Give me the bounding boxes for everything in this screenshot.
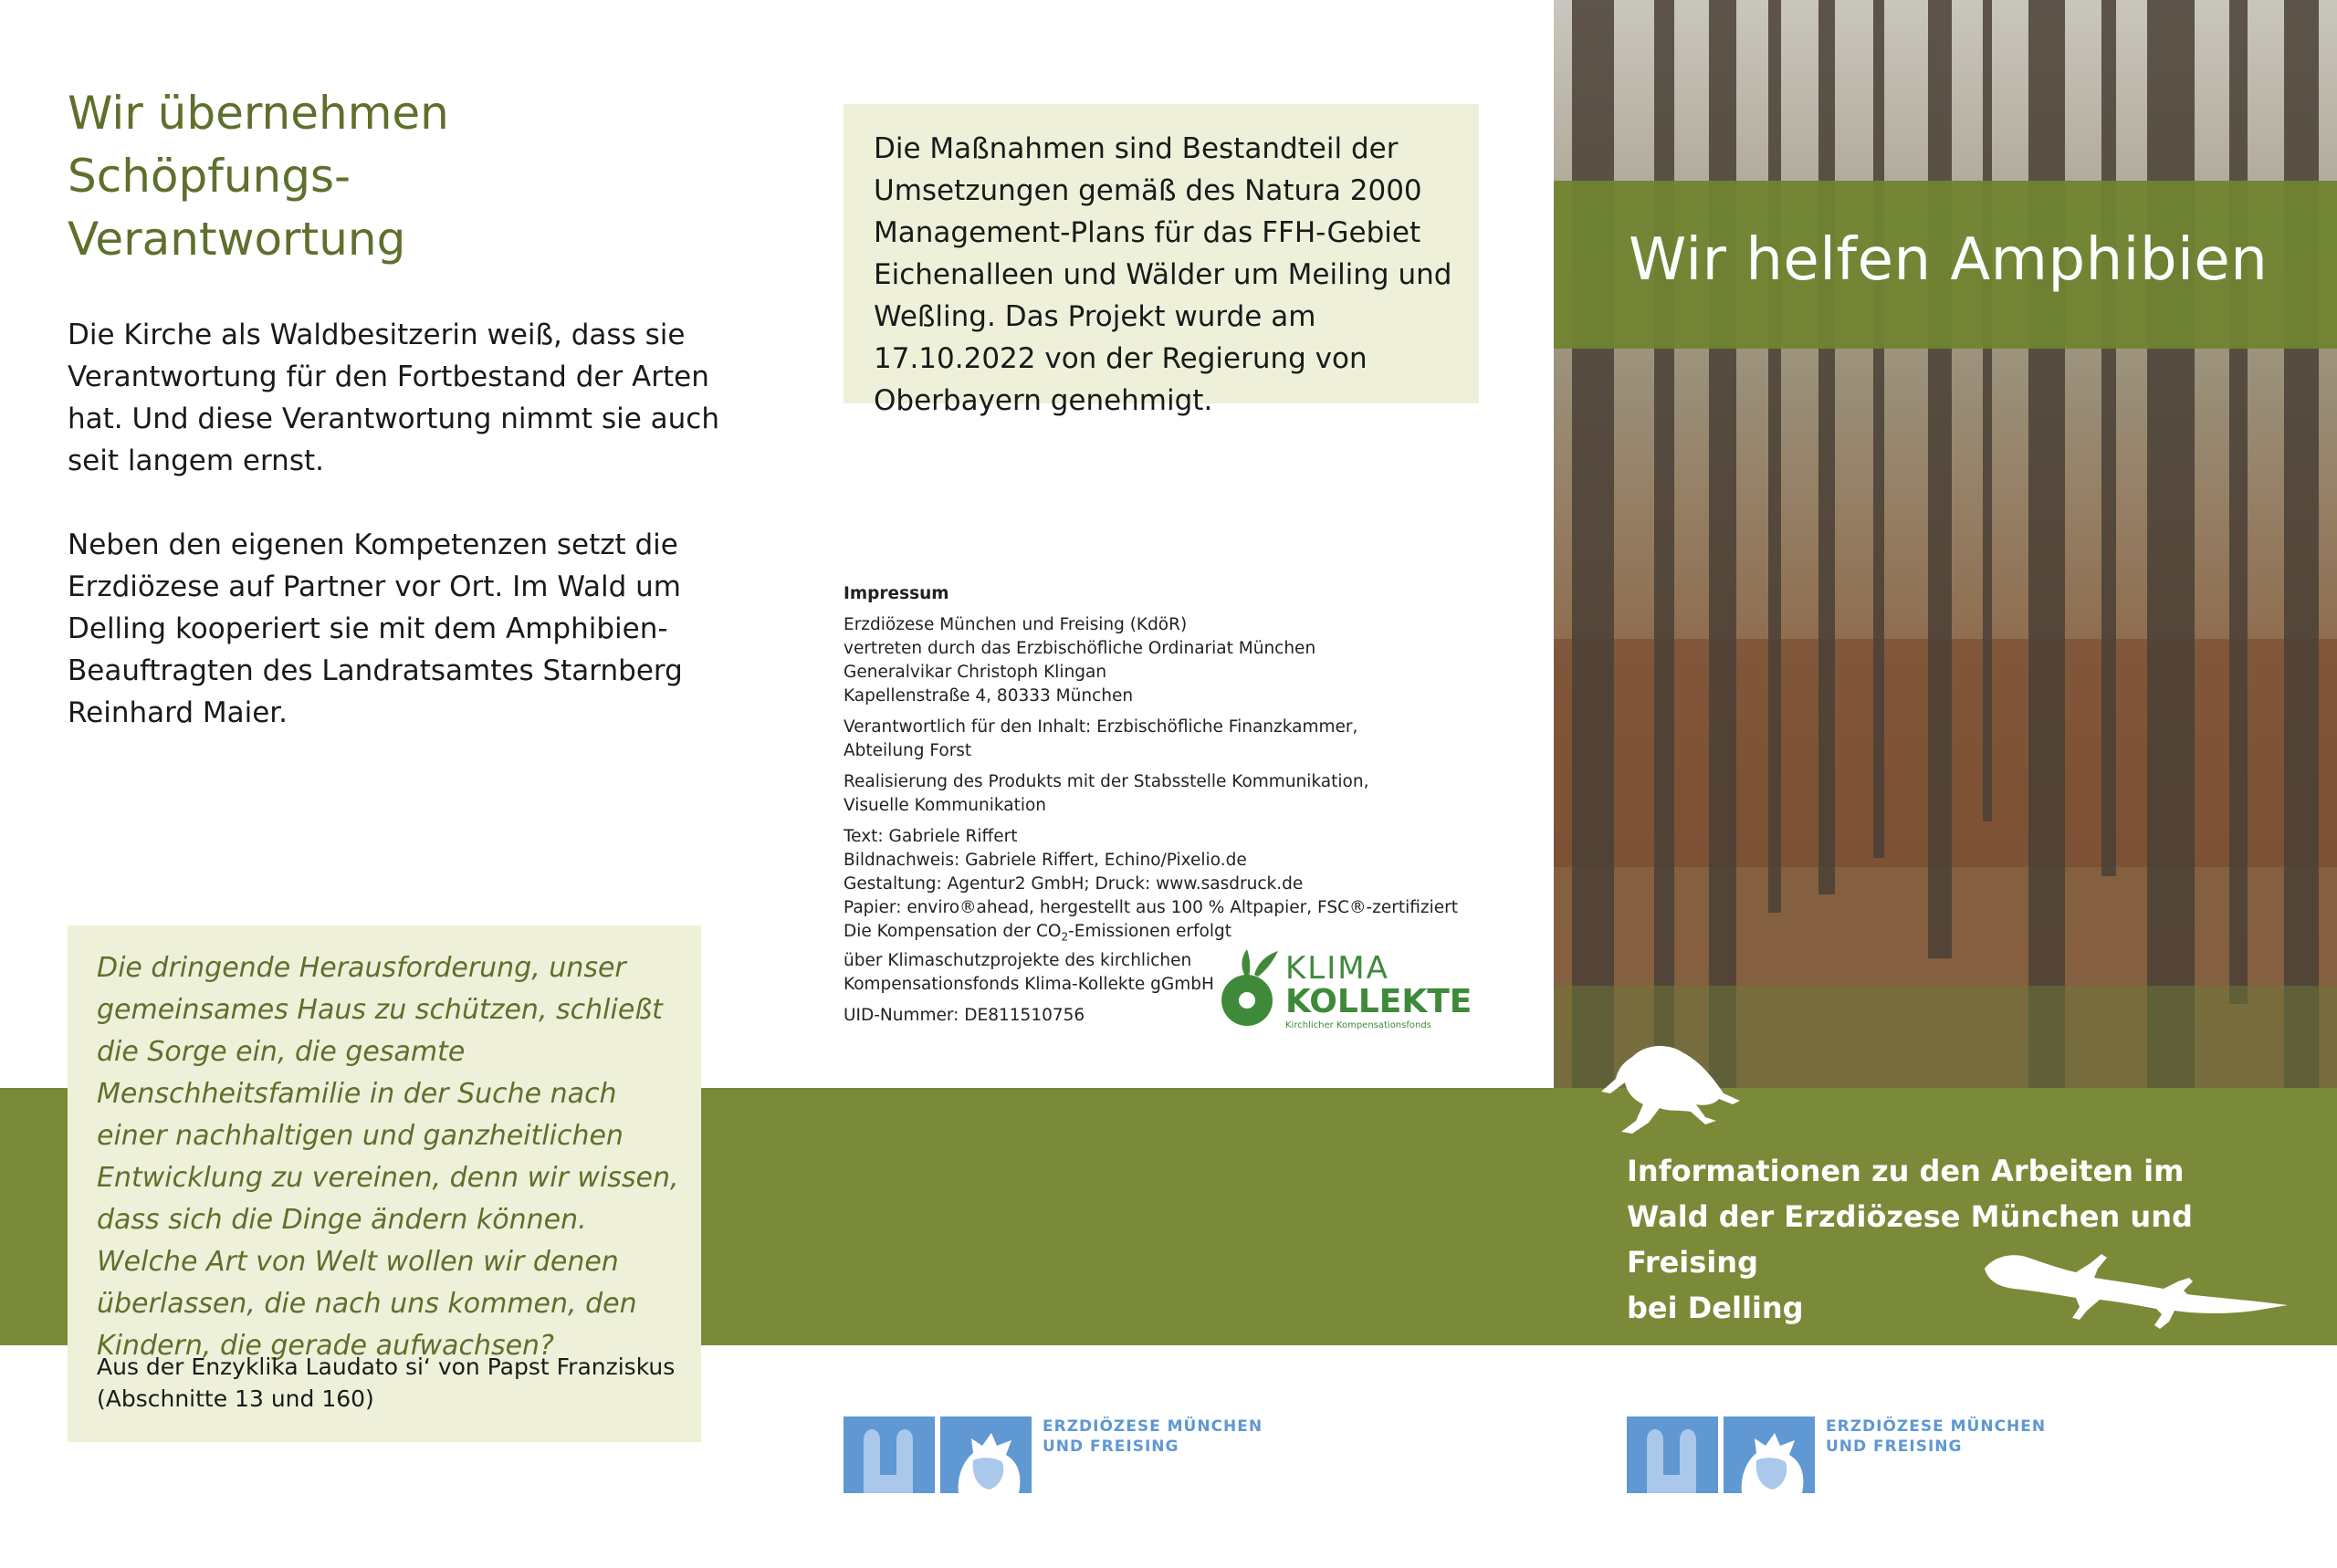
cover-info — [1627, 1148, 2266, 1331]
headline-line-2: Schöpfungs- — [68, 150, 351, 203]
moor-head-icon — [940, 1416, 1032, 1493]
info-line-1: Informationen zu den Arbeiten im — [1627, 1154, 2185, 1188]
impressum-line: Bildnachweis: Gabriele Riffert, Echino/Pixelio.de — [844, 851, 1247, 870]
impressum-line: vertreten durch das Erzbischöfliche Ordinariat München — [844, 639, 1316, 658]
note-box — [844, 104, 1479, 417]
archdiocese-logo — [844, 1416, 1263, 1493]
impressum-line: Gestaltung: Agentur2 GmbH; Druck: www.sasdruck.de — [844, 874, 1304, 894]
info-line-2: Wald der Erzdiözese München und Freising — [1627, 1199, 2193, 1280]
impressum-line: Text: Gabriele Riffert — [844, 827, 1018, 846]
quote-text: Die dringende Herausforderung, unser gemeinsames Haus zu schützen, schließt die Sorge ein, die gesamte Menschheitsfamilie in der Suche nach einer nachhaltigen und ganzheitlichen Entwicklung zu vereinen, denn wir wissen, dass sich die Dinge ändern können. Welche Art von Welt wollen wir denen überlassen, die nach uns kommen, den Kindern, die gerade aufwachsen? — [97, 952, 679, 1362]
impressum-publisher — [844, 613, 1501, 708]
note-text: Die Maßnahmen sind Bestandteil der Umsetzungen gemäß des Natura 2000 Management-Plans für das FFH-Gebiet Eichenalleen und Wälder um Meiling und Weßling. Das Projekt wurde am 17.10.2022 von der Regierung von Oberbayern genehmigt. — [874, 132, 1452, 417]
headline-line-3: Verantwortung — [68, 213, 406, 266]
cover-title: Wir helfen Amphibien — [1629, 226, 2269, 294]
archdiocese-name — [1043, 1416, 1263, 1457]
forest-photo — [1554, 0, 2337, 1088]
info-line-3: bei Delling — [1627, 1291, 1804, 1325]
impressum-responsible — [844, 716, 1501, 763]
impressum-line: Kompensationsfonds Klima-Kollekte gGmbH — [844, 974, 1214, 994]
archdiocese-name — [1826, 1416, 2046, 1457]
towers-icon — [844, 1416, 935, 1493]
logo-line-1: ERZDIÖZESE MÜNCHEN — [1826, 1417, 2047, 1436]
quote-source: Aus der Enzyklika Laudato si‘ von Papst Franziskus (Abschnitte 13 und 160) — [97, 1354, 676, 1412]
partner-paragraph: Neben den eigenen Kompetenzen setzt die Erzdiözese auf Partner vor Ort. Im Wald um Delling kooperiert sie mit dem Amphibien-Beauftragten des Landratsamtes Starnberg Reinhard Maier. — [68, 528, 683, 729]
kollekte-label: KOLLEKTE — [1285, 983, 1472, 1020]
logo-line-2: UND FREISING — [1043, 1437, 1179, 1456]
intro-paragraph: Die Kirche als Waldbesitzerin weiß, dass sie Verantwortung für den Fortbestand der Arten hat. Und diese Verantwortung nimmt sie auch seit langem ernst. — [68, 319, 719, 477]
impressum-line: Verantwortlich für den Inhalt: Erzbischöfliche Finanzkammer, — [844, 717, 1358, 737]
impressum-heading: Impressum — [844, 584, 949, 603]
klima-leaf-icon — [1218, 949, 1282, 1031]
klima-subtitle: Kirchlicher Kompensationsfonds — [1285, 1020, 1431, 1030]
klima-kollekte-logo — [1218, 931, 1472, 1031]
title-band — [1554, 181, 2337, 349]
impressum-line: Realisierung des Produkts mit der Stabsstelle Kommunikation, — [844, 772, 1369, 791]
impressum-line: Generalvikar Christoph Klingan — [844, 663, 1107, 682]
frog-icon — [1596, 1039, 1742, 1139]
impressum-line — [844, 922, 1232, 944]
headline — [68, 82, 707, 271]
co2-post: -Emissionen erfolgt — [1068, 922, 1232, 941]
logo-line-1: ERZDIÖZESE MÜNCHEN — [1043, 1417, 1263, 1436]
headline-line-1: Wir übernehmen — [68, 87, 449, 140]
impressum-uid: UID-Nummer: DE811510756 — [844, 1005, 1085, 1025]
logo-line-2: UND FREISING — [1826, 1437, 1963, 1456]
archdiocese-logo — [1627, 1416, 2047, 1493]
impressum-line: über Klimaschutzprojekte des kirchlichen — [844, 950, 1192, 970]
impressum-line: Kapellenstraße 4, 80333 München — [844, 686, 1134, 706]
quote-box — [68, 925, 701, 1442]
towers-icon — [1627, 1416, 1718, 1493]
impressum-line: Visuelle Kommunikation — [844, 796, 1046, 815]
moor-head-icon — [1724, 1416, 1815, 1493]
co2-sub: 2 — [1061, 930, 1069, 944]
impressum-realisation — [844, 770, 1501, 818]
impressum-line: Erzdiözese München und Freising (KdöR) — [844, 615, 1188, 634]
impressum-line: Papier: enviro®ahead, hergestellt aus 100 % Altpapier, FSC®-zertifiziert — [844, 898, 1459, 917]
klima-label: KLIMA — [1285, 950, 1389, 987]
co2-pre: Die Kompensation der CO — [844, 922, 1062, 941]
impressum-line: Abteilung Forst — [844, 741, 972, 760]
